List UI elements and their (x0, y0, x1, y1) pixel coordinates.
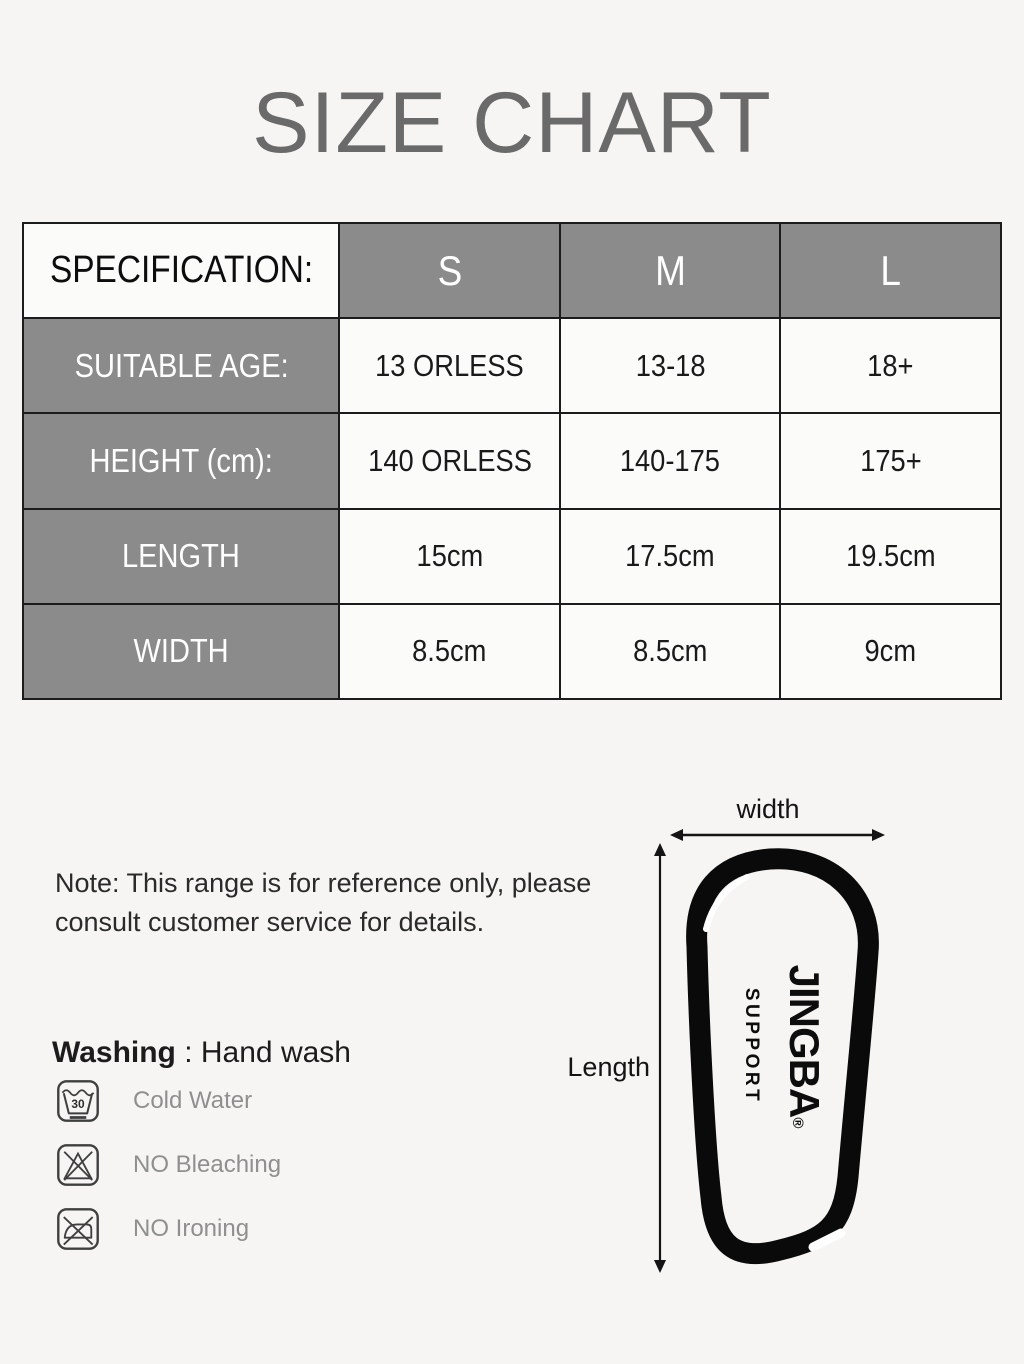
table-cell-height-s: 140 ORLESS (340, 414, 559, 507)
spec-header-cell (24, 224, 338, 317)
registered-trademark-icon: ® (789, 1117, 806, 1128)
length-arrow (654, 843, 666, 1273)
table-cell-width-s: 8.5cm (340, 605, 559, 698)
row-label-suitable-age: SUITABLE AGE: (24, 319, 338, 412)
table-cell-age-l: 18+ (781, 319, 1000, 412)
col-header-s: S (340, 224, 559, 317)
table-cell-length-s: 15cm (340, 510, 559, 603)
shin-guard-diagram-svg (560, 780, 1024, 1320)
page-title: SIZE CHART (252, 75, 772, 171)
length-dimension-label: Length (567, 1052, 650, 1082)
washing-instructions-list (56, 1079, 281, 1251)
size-chart-table (22, 222, 1002, 700)
table-cell-height-m: 140-175 (561, 414, 780, 507)
washing-heading-rest: : Hand wash (175, 1036, 351, 1069)
wash-item-no-bleaching (56, 1143, 281, 1187)
washing-heading (52, 1036, 351, 1070)
col-header-l: L (781, 224, 1000, 317)
table-cell-length-l: 19.5cm (781, 510, 1000, 603)
shin-guard-outline (697, 859, 869, 1254)
table-cell-width-m: 8.5cm (561, 605, 780, 698)
table-cell-width-l: 9cm (781, 605, 1000, 698)
no-ironing-icon (56, 1207, 100, 1251)
note-line-1: Note: This range is for reference only, please (55, 868, 592, 898)
no-bleaching-icon (56, 1143, 100, 1187)
cold-water-icon (56, 1079, 100, 1123)
table-cell-age-m: 13-18 (561, 319, 780, 412)
row-label-width: WIDTH (24, 605, 338, 698)
row-label-height: HEIGHT (cm): (24, 414, 338, 507)
wash-item-no-ironing (56, 1207, 281, 1251)
width-dimension-label: width (736, 794, 800, 824)
spec-header-label: SPECIFICATION: (49, 249, 313, 292)
table-cell-length-m: 17.5cm (561, 510, 780, 603)
svg-text:30: 30 (71, 1096, 85, 1111)
table-cell-age-s: 13 ORLESS (340, 319, 559, 412)
wash-item-label: Cold Water (133, 1087, 253, 1114)
wash-item-label: NO Ironing (133, 1215, 250, 1242)
washing-heading-bold: Washing (52, 1036, 176, 1069)
width-arrow (670, 829, 885, 841)
row-label-length: LENGTH (24, 510, 338, 603)
note-line-2: consult customer service for details. (55, 907, 485, 937)
brand-logo-primary: JINGBA® (781, 964, 828, 1128)
brand-logo (741, 965, 828, 1129)
reference-note (55, 864, 591, 942)
col-header-m: M (561, 224, 780, 317)
table-cell-height-l: 175+ (781, 414, 1000, 507)
shin-guard-measurement-diagram (560, 780, 1024, 1320)
brand-logo-secondary: SUPPORT (741, 987, 762, 1105)
wash-item-label: NO Bleaching (133, 1151, 282, 1178)
wash-item-cold-water (56, 1079, 281, 1123)
